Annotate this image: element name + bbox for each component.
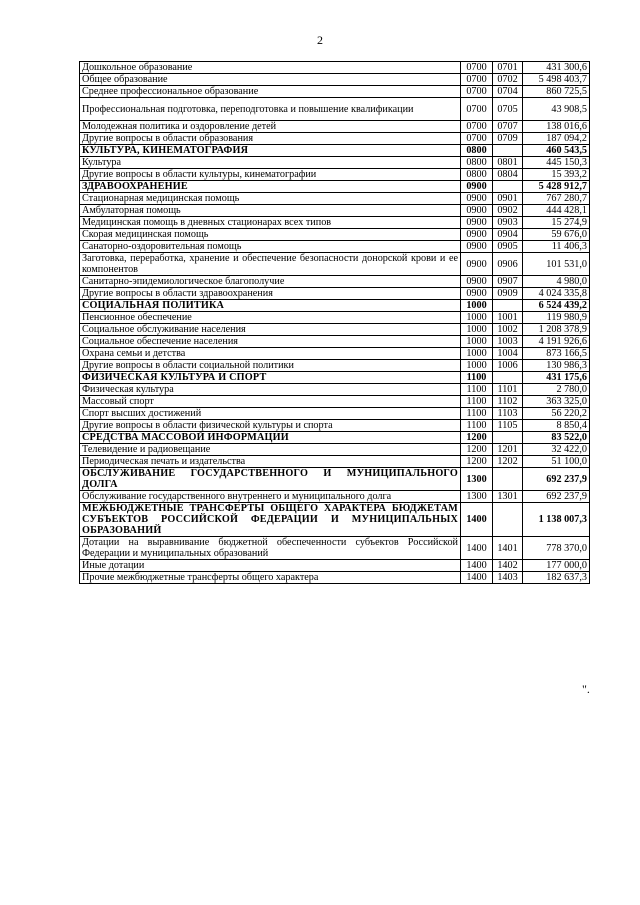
row-amount: 83 522,0 — [523, 432, 590, 444]
row-amount: 32 422,0 — [523, 444, 590, 456]
row-name-cell: Обслуживание государственного внутреннего и муниципального долга — [80, 491, 461, 503]
row-subsection-code: 0909 — [493, 288, 523, 300]
section-total-row — [80, 468, 590, 491]
row-section-code: 0700 — [461, 74, 493, 86]
row-amount: 5 428 912,7 — [523, 181, 590, 193]
row-subsection-code: 0901 — [493, 193, 523, 205]
row-name-cell: Общее образование — [80, 74, 461, 86]
row-amount: 692 237,9 — [523, 468, 590, 491]
row-section-code: 0800 — [461, 169, 493, 181]
table-row — [80, 312, 590, 324]
row-subsection-code: 1301 — [493, 491, 523, 503]
row-name-cell: Другие вопросы в области физической культуры и спорта — [80, 420, 461, 432]
row-amount: 138 016,6 — [523, 121, 590, 133]
row-name-cell: Социальное обслуживание населения — [80, 324, 461, 336]
table-row — [80, 205, 590, 217]
row-subsection-code: 0701 — [493, 62, 523, 74]
row-subsection-code: 0903 — [493, 217, 523, 229]
row-subsection-code: 0709 — [493, 133, 523, 145]
table-row — [80, 324, 590, 336]
row-subsection-code — [493, 181, 523, 193]
table-row — [80, 253, 590, 276]
row-amount: 778 370,0 — [523, 537, 590, 560]
row-section-code: 0900 — [461, 205, 493, 217]
row-section-code: 1400 — [461, 503, 493, 537]
row-subsection-code — [493, 145, 523, 157]
row-amount: 8 850,4 — [523, 420, 590, 432]
row-amount: 119 980,9 — [523, 312, 590, 324]
budget-table-body — [80, 62, 590, 584]
row-name-cell: Молодежная политика и оздоровление детей — [80, 121, 461, 133]
row-name-cell: КУЛЬТУРА, КИНЕМАТОГРАФИЯ — [80, 145, 461, 157]
row-name-cell: Другие вопросы в области здравоохранения — [80, 288, 461, 300]
budget-table — [79, 61, 590, 584]
table-row — [80, 133, 590, 145]
row-amount: 873 166,5 — [523, 348, 590, 360]
row-section-code: 0900 — [461, 253, 493, 276]
row-subsection-code: 0902 — [493, 205, 523, 217]
row-subsection-code: 0905 — [493, 241, 523, 253]
table-row — [80, 62, 590, 74]
row-name-cell: Пенсионное обеспечение — [80, 312, 461, 324]
row-name-cell: МЕЖБЮДЖЕТНЫЕ ТРАНСФЕРТЫ ОБЩЕГО ХАРАКТЕРА БЮДЖЕТАМ СУБЪЕКТОВ РОССИЙСКОЙ ФЕДЕРАЦИИ И МУНИЦИПАЛЬНЫХ ОБРАЗОВАНИЙ — [80, 503, 461, 537]
row-section-code: 1000 — [461, 324, 493, 336]
row-subsection-code: 1003 — [493, 336, 523, 348]
row-subsection-code: 0705 — [493, 98, 523, 121]
row-section-code: 0900 — [461, 181, 493, 193]
row-name-cell: Телевидение и радиовещание — [80, 444, 461, 456]
row-name-cell: Санитарно-эпидемиологическое благополучие — [80, 276, 461, 288]
section-total-row — [80, 181, 590, 193]
row-name-cell: Санаторно-оздоровительная помощь — [80, 241, 461, 253]
row-subsection-code: 0702 — [493, 74, 523, 86]
table-row — [80, 288, 590, 300]
row-amount: 431 175,6 — [523, 372, 590, 384]
section-total-row — [80, 300, 590, 312]
row-amount: 1 138 007,3 — [523, 503, 590, 537]
row-section-code: 0700 — [461, 62, 493, 74]
row-subsection-code: 1402 — [493, 560, 523, 572]
table-row — [80, 348, 590, 360]
row-amount: 767 280,7 — [523, 193, 590, 205]
row-subsection-code: 0804 — [493, 169, 523, 181]
row-name-cell: Прочие межбюджетные трансферты общего характера — [80, 572, 461, 584]
row-subsection-code: 0904 — [493, 229, 523, 241]
row-name-cell: Периодическая печать и издательства — [80, 456, 461, 468]
row-section-code: 1000 — [461, 336, 493, 348]
table-row — [80, 86, 590, 98]
table-row — [80, 276, 590, 288]
row-subsection-code: 1401 — [493, 537, 523, 560]
table-row — [80, 169, 590, 181]
row-name-cell: Спорт высших достижений — [80, 408, 461, 420]
table-row — [80, 229, 590, 241]
row-name-cell: Стационарная медицинская помощь — [80, 193, 461, 205]
row-section-code: 0900 — [461, 193, 493, 205]
row-amount: 5 498 403,7 — [523, 74, 590, 86]
row-amount: 6 524 439,2 — [523, 300, 590, 312]
row-amount: 363 325,0 — [523, 396, 590, 408]
table-row — [80, 396, 590, 408]
row-subsection-code: 1103 — [493, 408, 523, 420]
row-amount: 56 220,2 — [523, 408, 590, 420]
row-amount: 43 908,5 — [523, 98, 590, 121]
row-section-code: 1300 — [461, 468, 493, 491]
table-row — [80, 491, 590, 503]
row-amount: 444 428,1 — [523, 205, 590, 217]
row-section-code: 1100 — [461, 372, 493, 384]
row-name-cell: Физическая культура — [80, 384, 461, 396]
row-name-cell: Охрана семьи и детства — [80, 348, 461, 360]
row-section-code: 1100 — [461, 420, 493, 432]
row-subsection-code: 1006 — [493, 360, 523, 372]
row-name-cell: Дотации на выравнивание бюджетной обеспеченности субъектов Российской Федерации и муниципальных образований — [80, 537, 461, 560]
table-row — [80, 444, 590, 456]
row-subsection-code: 0801 — [493, 157, 523, 169]
row-subsection-code — [493, 503, 523, 537]
table-row — [80, 217, 590, 229]
row-name-cell: Массовый спорт — [80, 396, 461, 408]
end-quote-mark: ". — [582, 682, 590, 696]
row-section-code: 0900 — [461, 241, 493, 253]
row-section-code: 0800 — [461, 145, 493, 157]
row-name-cell: Амбулаторная помощь — [80, 205, 461, 217]
row-subsection-code: 0906 — [493, 253, 523, 276]
row-subsection-code — [493, 300, 523, 312]
row-section-code: 1400 — [461, 560, 493, 572]
table-row — [80, 572, 590, 584]
section-total-row — [80, 372, 590, 384]
row-subsection-code: 1101 — [493, 384, 523, 396]
row-amount: 4 191 926,6 — [523, 336, 590, 348]
row-subsection-code: 0704 — [493, 86, 523, 98]
row-section-code: 0900 — [461, 217, 493, 229]
row-section-code: 0700 — [461, 86, 493, 98]
row-section-code: 1000 — [461, 348, 493, 360]
row-amount: 177 000,0 — [523, 560, 590, 572]
row-name-cell: Скорая медицинская помощь — [80, 229, 461, 241]
row-name-cell: ОБСЛУЖИВАНИЕ ГОСУДАРСТВЕННОГО И МУНИЦИПАЛЬНОГО ДОЛГА — [80, 468, 461, 491]
row-amount: 187 094,2 — [523, 133, 590, 145]
row-name-cell: Другие вопросы в области культуры, кинематографии — [80, 169, 461, 181]
row-section-code: 0900 — [461, 288, 493, 300]
row-amount: 431 300,6 — [523, 62, 590, 74]
row-subsection-code: 1403 — [493, 572, 523, 584]
row-name-cell: ФИЗИЧЕСКАЯ КУЛЬТУРА И СПОРТ — [80, 372, 461, 384]
row-amount: 51 100,0 — [523, 456, 590, 468]
row-subsection-code — [493, 372, 523, 384]
row-section-code: 0700 — [461, 98, 493, 121]
section-total-row — [80, 503, 590, 537]
row-section-code: 1000 — [461, 360, 493, 372]
row-section-code: 0900 — [461, 276, 493, 288]
row-amount: 59 676,0 — [523, 229, 590, 241]
table-row — [80, 98, 590, 121]
row-section-code: 1200 — [461, 432, 493, 444]
row-amount: 15 274,9 — [523, 217, 590, 229]
table-row — [80, 420, 590, 432]
row-section-code: 1300 — [461, 491, 493, 503]
row-amount: 2 780,0 — [523, 384, 590, 396]
row-name-cell: Другие вопросы в области социальной политики — [80, 360, 461, 372]
row-subsection-code: 1001 — [493, 312, 523, 324]
row-name-cell: Культура — [80, 157, 461, 169]
table-row — [80, 193, 590, 205]
row-amount: 101 531,0 — [523, 253, 590, 276]
table-row — [80, 336, 590, 348]
row-section-code: 1100 — [461, 408, 493, 420]
row-subsection-code — [493, 468, 523, 491]
table-row — [80, 456, 590, 468]
row-name-cell: СОЦИАЛЬНАЯ ПОЛИТИКА — [80, 300, 461, 312]
row-section-code: 0700 — [461, 121, 493, 133]
row-subsection-code — [493, 432, 523, 444]
table-row — [80, 241, 590, 253]
row-section-code: 1100 — [461, 384, 493, 396]
table-row — [80, 408, 590, 420]
page-number: 2 — [317, 33, 323, 47]
table-row — [80, 537, 590, 560]
row-name-cell: ЗДРАВООХРАНЕНИЕ — [80, 181, 461, 193]
row-section-code: 1400 — [461, 572, 493, 584]
section-total-row — [80, 432, 590, 444]
row-name-cell: Заготовка, переработка, хранение и обеспечение безопасности донорской крови и ее компонентов — [80, 253, 461, 276]
row-amount: 460 543,5 — [523, 145, 590, 157]
row-section-code: 1100 — [461, 396, 493, 408]
row-subsection-code: 1004 — [493, 348, 523, 360]
row-subsection-code: 1202 — [493, 456, 523, 468]
row-section-code: 0800 — [461, 157, 493, 169]
table-row — [80, 384, 590, 396]
row-name-cell: Дошкольное образование — [80, 62, 461, 74]
row-section-code: 1200 — [461, 456, 493, 468]
row-amount: 445 150,3 — [523, 157, 590, 169]
row-name-cell: Профессиональная подготовка, переподготовка и повышение квалификации — [80, 98, 461, 121]
row-subsection-code: 0907 — [493, 276, 523, 288]
row-subsection-code: 1002 — [493, 324, 523, 336]
row-name-cell: Социальное обеспечение населения — [80, 336, 461, 348]
row-amount: 860 725,5 — [523, 86, 590, 98]
section-total-row — [80, 145, 590, 157]
row-subsection-code: 0707 — [493, 121, 523, 133]
row-section-code: 1000 — [461, 300, 493, 312]
row-section-code: 1400 — [461, 537, 493, 560]
row-name-cell: Другие вопросы в области образования — [80, 133, 461, 145]
row-name-cell: СРЕДСТВА МАССОВОЙ ИНФОРМАЦИИ — [80, 432, 461, 444]
table-row — [80, 560, 590, 572]
row-subsection-code: 1201 — [493, 444, 523, 456]
row-amount: 4 980,0 — [523, 276, 590, 288]
row-amount: 1 208 378,9 — [523, 324, 590, 336]
table-row — [80, 157, 590, 169]
row-amount: 692 237,9 — [523, 491, 590, 503]
row-amount: 130 986,3 — [523, 360, 590, 372]
row-section-code: 0900 — [461, 229, 493, 241]
row-section-code: 1000 — [461, 312, 493, 324]
row-name-cell: Медицинская помощь в дневных стационарах всех типов — [80, 217, 461, 229]
row-section-code: 0700 — [461, 133, 493, 145]
row-subsection-code: 1102 — [493, 396, 523, 408]
table-row — [80, 121, 590, 133]
row-amount: 11 406,3 — [523, 241, 590, 253]
row-section-code: 1200 — [461, 444, 493, 456]
table-row — [80, 74, 590, 86]
row-amount: 4 024 335,8 — [523, 288, 590, 300]
row-subsection-code: 1105 — [493, 420, 523, 432]
row-name-cell: Иные дотации — [80, 560, 461, 572]
row-amount: 182 637,3 — [523, 572, 590, 584]
row-name-cell: Среднее профессиональное образование — [80, 86, 461, 98]
table-row — [80, 360, 590, 372]
row-amount: 15 393,2 — [523, 169, 590, 181]
